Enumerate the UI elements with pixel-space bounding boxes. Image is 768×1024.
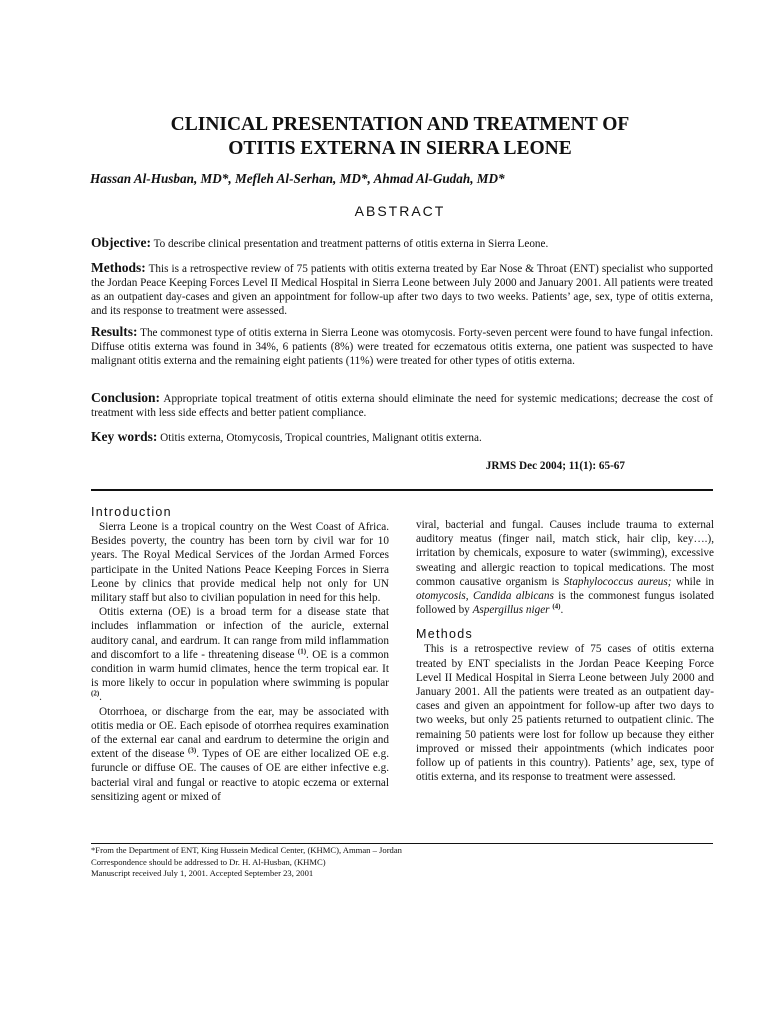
title-line-2: OTITIS EXTERNA IN SIERRA LEONE bbox=[228, 138, 572, 159]
abstract-conclusion bbox=[91, 391, 713, 420]
abstract-keywords bbox=[91, 430, 713, 445]
intro-p2-text-a: Otitis externa (OE) is a broad term for a disease state that includes inflammation or infection of the auricle, external auditory canal, and eardrum. It can range from mild inflammation and discomfort to a life - threatening disease bbox=[91, 606, 389, 661]
intro-p2-text-b: . OE is a common condition in warm humid climates, hence the term tropical ear. It is more likely to occur in population where swimming is popular bbox=[91, 648, 389, 690]
term-otomycosis: otomycosis, bbox=[416, 590, 469, 603]
paper-title bbox=[90, 113, 710, 161]
keywords-text: Otitis externa, Otomycosis, Tropical countries, Malignant otitis externa. bbox=[160, 432, 482, 444]
methods-label: Methods: bbox=[91, 260, 146, 275]
intro-paragraph-2 bbox=[91, 605, 389, 704]
intro-p4-text-d: . bbox=[560, 604, 564, 617]
right-column bbox=[416, 518, 714, 784]
footnotes bbox=[91, 845, 591, 880]
abstract-objective bbox=[91, 236, 713, 251]
intro-paragraph-3 bbox=[91, 705, 389, 804]
intro-p4-text-a: viral, bacterial and fungal. Causes include trauma to external auditory meatus (finger nail, match stick, hair clip, key….), irritation by chemicals, exposure to water (swimming), excessive sweating and allergic reaction to topical medications. The most common causative organism is bbox=[416, 519, 714, 588]
reference-1: (1) bbox=[297, 647, 307, 656]
methods-text: This is a retrospective review of 75 patients with otitis externa treated by Ear Nose & Throat (ENT) specialist who supported the Jordan Peace Keeping Forces Level II Medical Hospital in Sierra Leone between July 2000 and January 2001. All patients were treated as an outpatient day-cases and given an appointment for follow-up after two days to two weeks. Patients’ age, sex, type of otitis externa, and its response to treatment were assessed. bbox=[91, 263, 713, 317]
journal-citation: JRMS Dec 2004; 11(1): 65-67 bbox=[485, 460, 625, 472]
organism-aspergillus: Aspergillus niger bbox=[472, 604, 550, 617]
reference-2: (2) bbox=[91, 689, 100, 698]
organism-candida: Candida albicans bbox=[472, 590, 554, 603]
introduction-heading: Introduction bbox=[91, 505, 172, 519]
intro-paragraph-4 bbox=[416, 518, 714, 617]
section-divider bbox=[91, 489, 713, 491]
reference-3: (3) bbox=[188, 746, 197, 755]
footnote-manuscript-dates: Manuscript received July 1, 2001. Accepted September 23, 2001 bbox=[91, 868, 314, 878]
intro-p4-text-c: is the commonest fungus isolated followed by bbox=[416, 590, 714, 617]
intro-p4-text-b: while in bbox=[675, 575, 715, 588]
title-line-1: CLINICAL PRESENTATION AND TREATMENT OF bbox=[170, 114, 630, 135]
objective-text: To describe clinical presentation and treatment patterns of otitis externa in Sierra Leone. bbox=[153, 238, 549, 250]
methods-heading: Methods bbox=[416, 627, 474, 642]
methods-paragraph: This is a retrospective review of 75 cases of otitis externa treated by ENT specialists in the Jordan Peace Keeping Force Level II Medical Hospital in Sierra Leone between July 2000 and January 2001. All the patients were treated as an outpatient day-cases and given an appointment for follow-up after two days to two weeks, but only 25 patients returned to outpatient clinic. The remaining 50 patients were lost for follow up because they either improved or missed their appointments (which indicates poor follow up of patients in this country). Patients’ age, sex, type of otitis externa, and its response to treatment were assessed. bbox=[416, 643, 714, 784]
intro-p3-text-a: Otorrhoea, or discharge from the ear, may be associated with otitis media or OE. Each episode of otorrhea requires examination of the external ear canal and eardrum to determine the origin and extent of the disease bbox=[91, 705, 389, 761]
results-text: The commonest type of otitis externa in Sierra Leone was otomycosis. Forty-seven percent were found to have fungal infection. Diffuse otitis externa was found in 34%, 6 patients (8%) were treated for eczematous otitis externa, one patient was suspected to have malignant otitis externa and the remaining eight patients (11%) were treated for other types of otitis externa. bbox=[91, 327, 713, 367]
conclusion-label: Conclusion: bbox=[91, 390, 161, 405]
reference-4: (4) bbox=[552, 602, 561, 611]
objective-label: Objective: bbox=[91, 235, 151, 250]
footnote-correspondence: Correspondence should be addressed to Dr. H. Al-Husban, (KHMC) bbox=[91, 856, 326, 867]
intro-p2-text-c: . bbox=[99, 691, 102, 704]
author-list: Hassan Al-Husban, MD*, Mefleh Al-Serhan, MD*, Ahmad Al-Gudah, MD* bbox=[90, 171, 505, 186]
keywords-label: Key words: bbox=[91, 429, 158, 444]
conclusion-text: Appropriate topical treatment of otitis externa should eliminate the need for systemic medications; decrease the cost of treatment with less side effects and better patient compliance. bbox=[91, 393, 713, 419]
abstract-methods bbox=[91, 261, 713, 318]
intro-paragraph-1: Sierra Leone is a tropical country on the West Coast of Africa. Besides poverty, the country has been torn by civil war for 10 years. The Royal Medical Services of the Jordan Armed Forces participate in the United Nations Peace Keeping Forces in Sierra Leone by clinics that provide medical help not only for UN military staff but also to civilian population in need for this help. bbox=[91, 521, 389, 605]
footnote-affiliation: *From the Department of ENT, King Hussein Medical Center, (KHMC), Amman – Jordan bbox=[91, 845, 402, 855]
organism-staphylococcus: Staphylococcus aureus; bbox=[563, 575, 672, 588]
footnote-divider bbox=[91, 843, 713, 844]
intro-p3-text-b: . Types of OE are either localized OE e.g. furuncle or diffuse OE. The causes of OE are either infective e.g. bacterial viral and fungal or reactive to atopic eczema or external sensitizing agent or mixed of bbox=[91, 748, 389, 803]
abstract-results bbox=[91, 325, 713, 368]
left-column bbox=[91, 505, 389, 804]
results-label: Results: bbox=[91, 324, 138, 339]
abstract-heading: ABSTRACT bbox=[354, 203, 446, 219]
